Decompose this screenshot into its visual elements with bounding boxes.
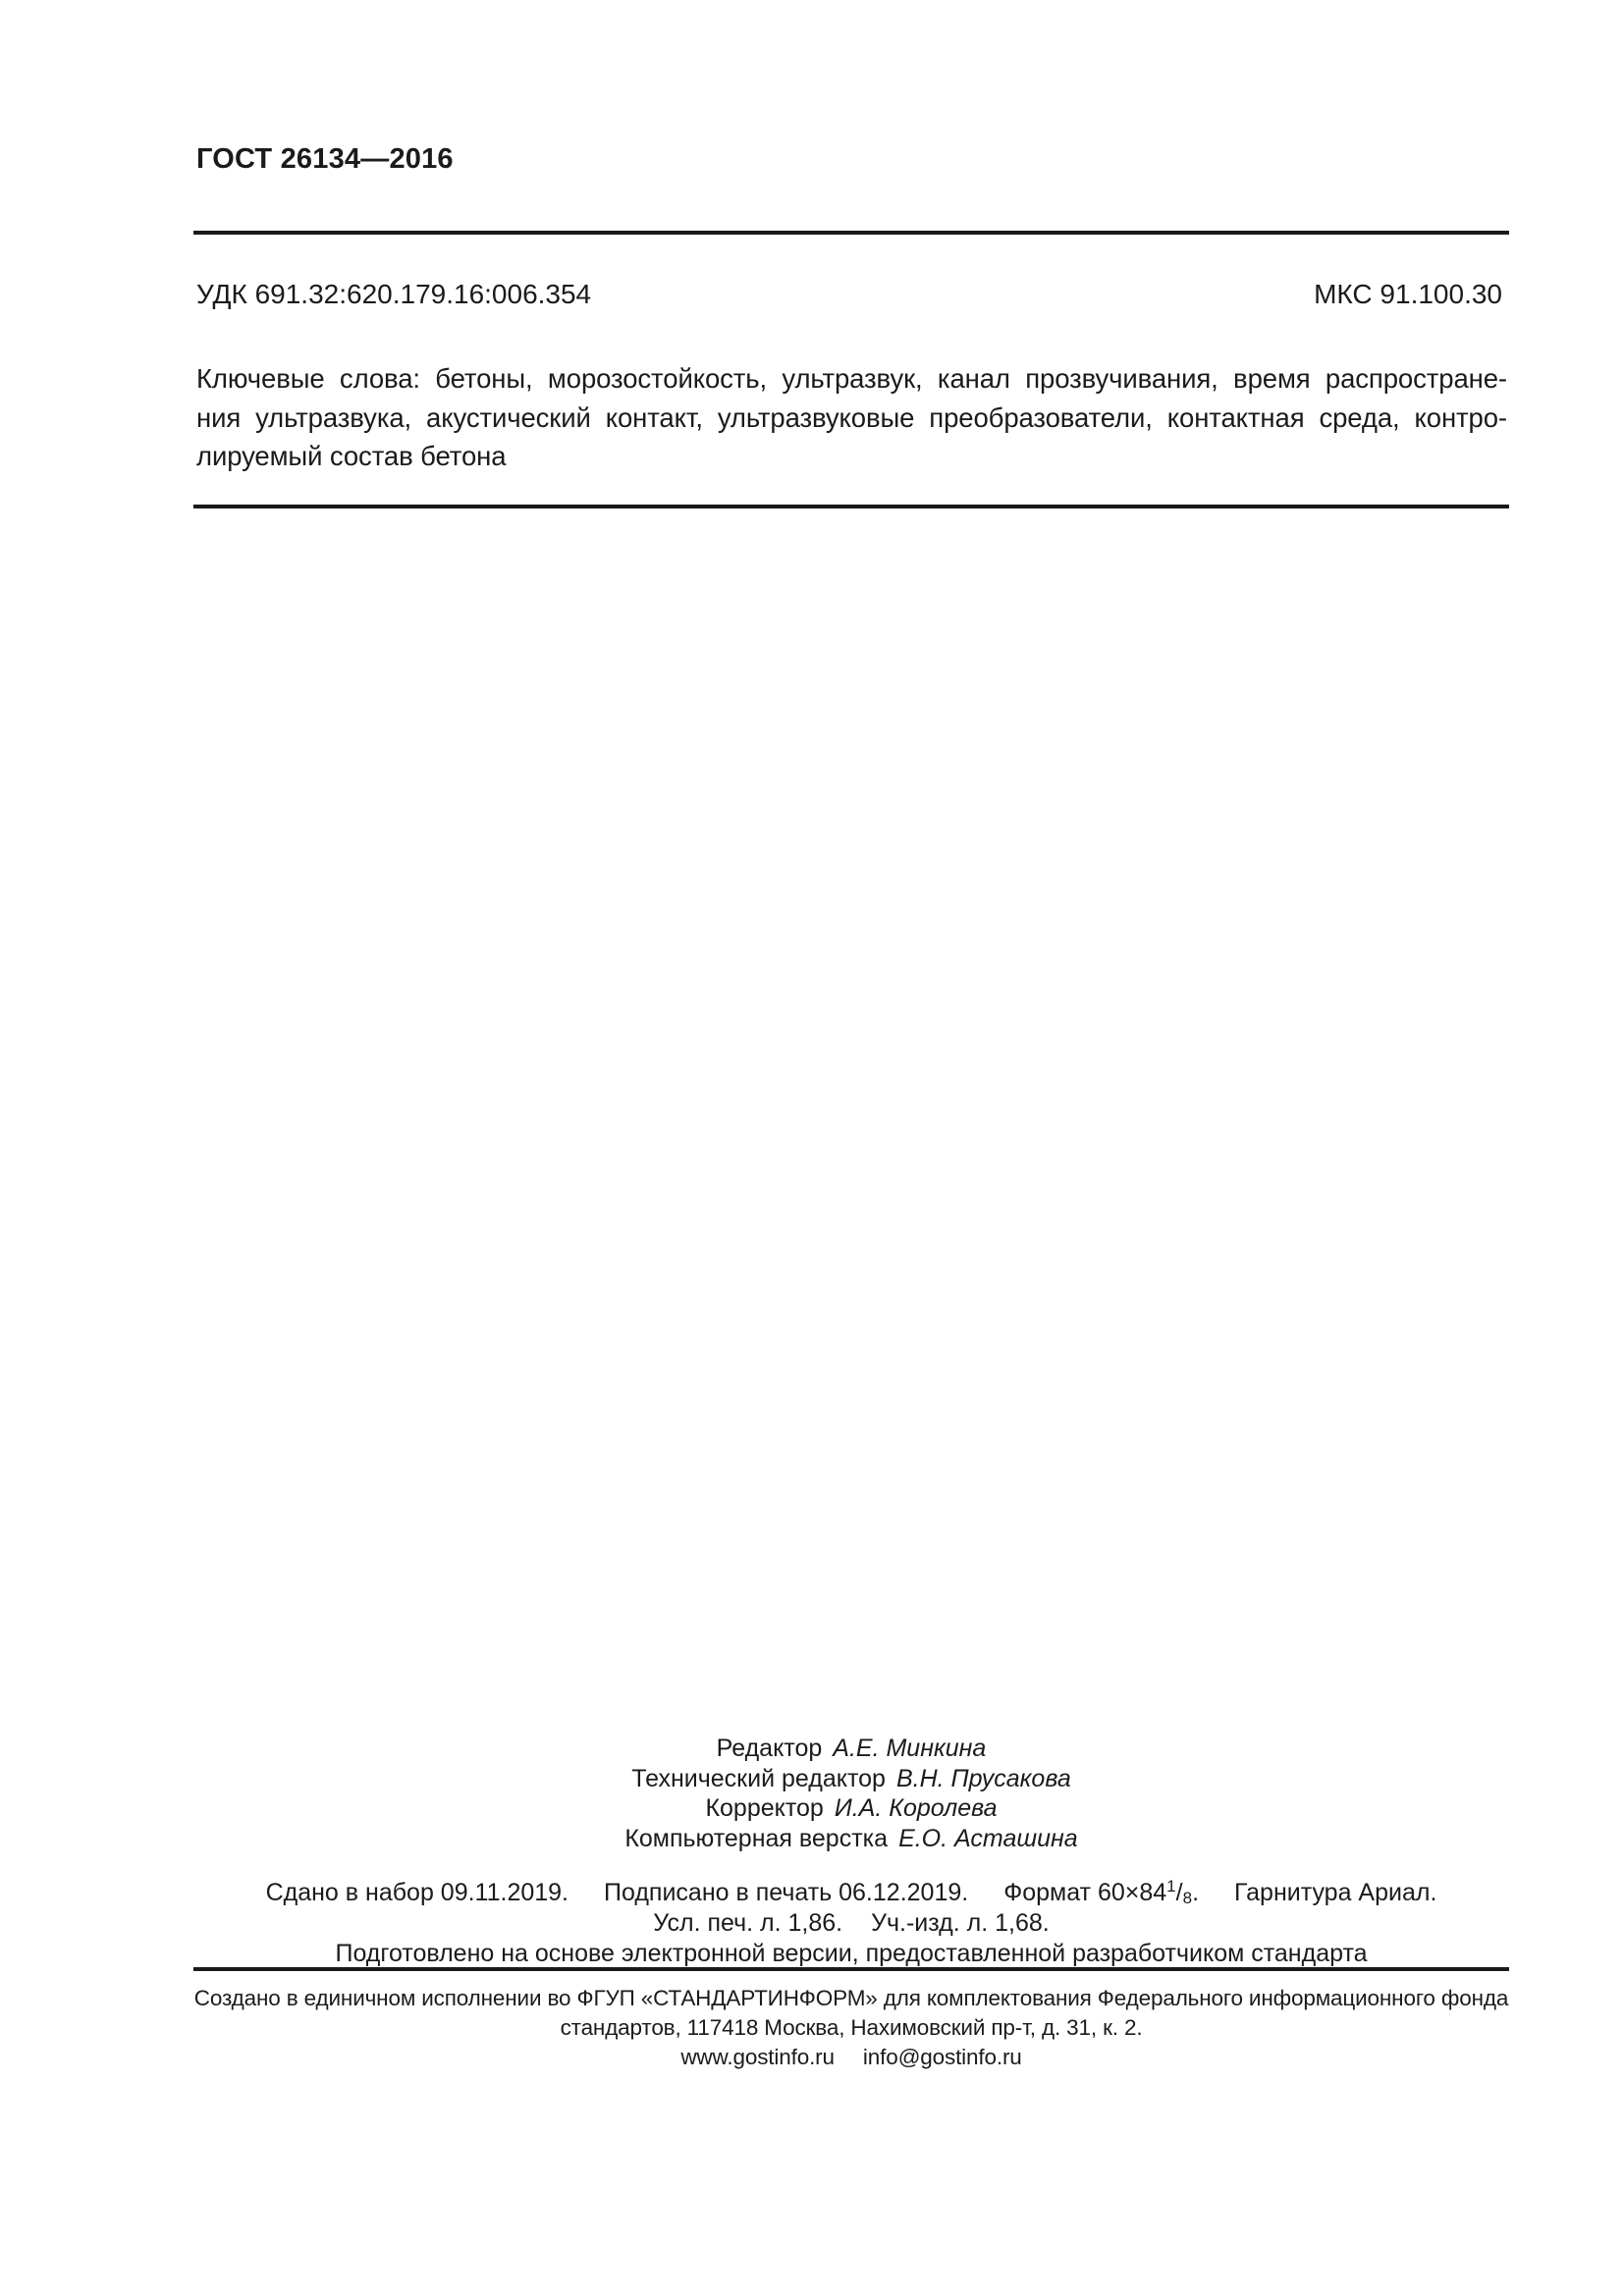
standard-designation: ГОСТ 26134—2016 — [196, 143, 454, 175]
imprint-publisher-sheets: Уч.-изд. л. 1,68. — [871, 1909, 1050, 1937]
imprint-print-date: Подписано в печать 06.12.2019. — [604, 1879, 969, 1906]
staff-name: И.А. Королева — [834, 1794, 998, 1822]
staff-line-corrector — [193, 1793, 1509, 1824]
udk-code: УДК 691.32:620.179.16:006.354 — [196, 279, 592, 309]
editorial-staff-block — [193, 1734, 1509, 1853]
keywords-line-3: лируемый состав бетона — [196, 441, 507, 471]
mks-code: МКС 91.100.30 — [1314, 279, 1502, 309]
imprint-format-denominator: 8 — [1182, 1889, 1193, 1907]
imprint-typeset-date: Сдано в набор 09.11.2019. — [265, 1879, 569, 1906]
imprint-line-2 — [193, 1908, 1509, 1939]
imprint-format-slash: / — [1175, 1879, 1183, 1906]
keywords-paragraph — [196, 359, 1507, 476]
imprint-typeface: Гарнитура Ариал. — [1234, 1879, 1437, 1906]
staff-role: Компьютерная верстка — [624, 1824, 889, 1852]
staff-line-editor — [193, 1734, 1509, 1764]
staff-name: А.Е. Минкина — [833, 1735, 987, 1762]
imprint-format — [1003, 1879, 1199, 1906]
imprint-format-prefix: Формат 60×84 — [1003, 1879, 1167, 1906]
publisher-footer-line-1: Создано в единичном исполнении во ФГУП «СТАНДАРТИНФОРМ» для комплектования Федерального информационного фонда — [193, 1986, 1509, 2010]
horizontal-rule-bottom — [193, 1967, 1509, 1971]
staff-line-layout — [193, 1824, 1509, 1854]
publisher-footer — [193, 1984, 1509, 2072]
horizontal-rule-middle — [193, 505, 1509, 508]
keywords-line-1: Ключевые слова: бетоны, морозостойкость, ультразвук, канал прозвучивания, время распростране- — [196, 363, 1507, 394]
staff-role: Редактор — [716, 1735, 823, 1762]
imprint-prepared-note: Подготовлено на основе электронной версии, предоставленной разработчиком стандарта — [335, 1940, 1368, 1967]
staff-name: В.Н. Прусакова — [895, 1764, 1071, 1792]
staff-name: Е.О. Асташина — [898, 1824, 1078, 1852]
imprint-block — [193, 1878, 1509, 1969]
staff-line-technical-editor — [193, 1764, 1509, 1794]
imprint-printed-sheets: Усл. печ. л. 1,86. — [653, 1909, 843, 1937]
publisher-website: www.gostinfo.ru — [680, 2045, 835, 2069]
horizontal-rule-top — [193, 231, 1509, 235]
keywords-line-2: ния ультразвука, акустический контакт, ультразвуковые преобразователи, контактная среда, контро- — [196, 401, 1507, 433]
imprint-format-numerator: 1 — [1166, 1877, 1176, 1896]
publisher-footer-line-2: стандартов, 117418 Москва, Нахимовский пр-т, д. 31, к. 2. — [560, 2015, 1143, 2040]
imprint-format-period: . — [1192, 1879, 1200, 1906]
staff-role: Корректор — [705, 1794, 824, 1822]
classification-row — [196, 279, 1502, 310]
publisher-email: info@gostinfo.ru — [862, 2045, 1022, 2069]
publisher-contacts — [193, 2043, 1509, 2072]
staff-role: Технический редактор — [631, 1764, 886, 1792]
imprint-line-1 — [193, 1878, 1509, 1908]
